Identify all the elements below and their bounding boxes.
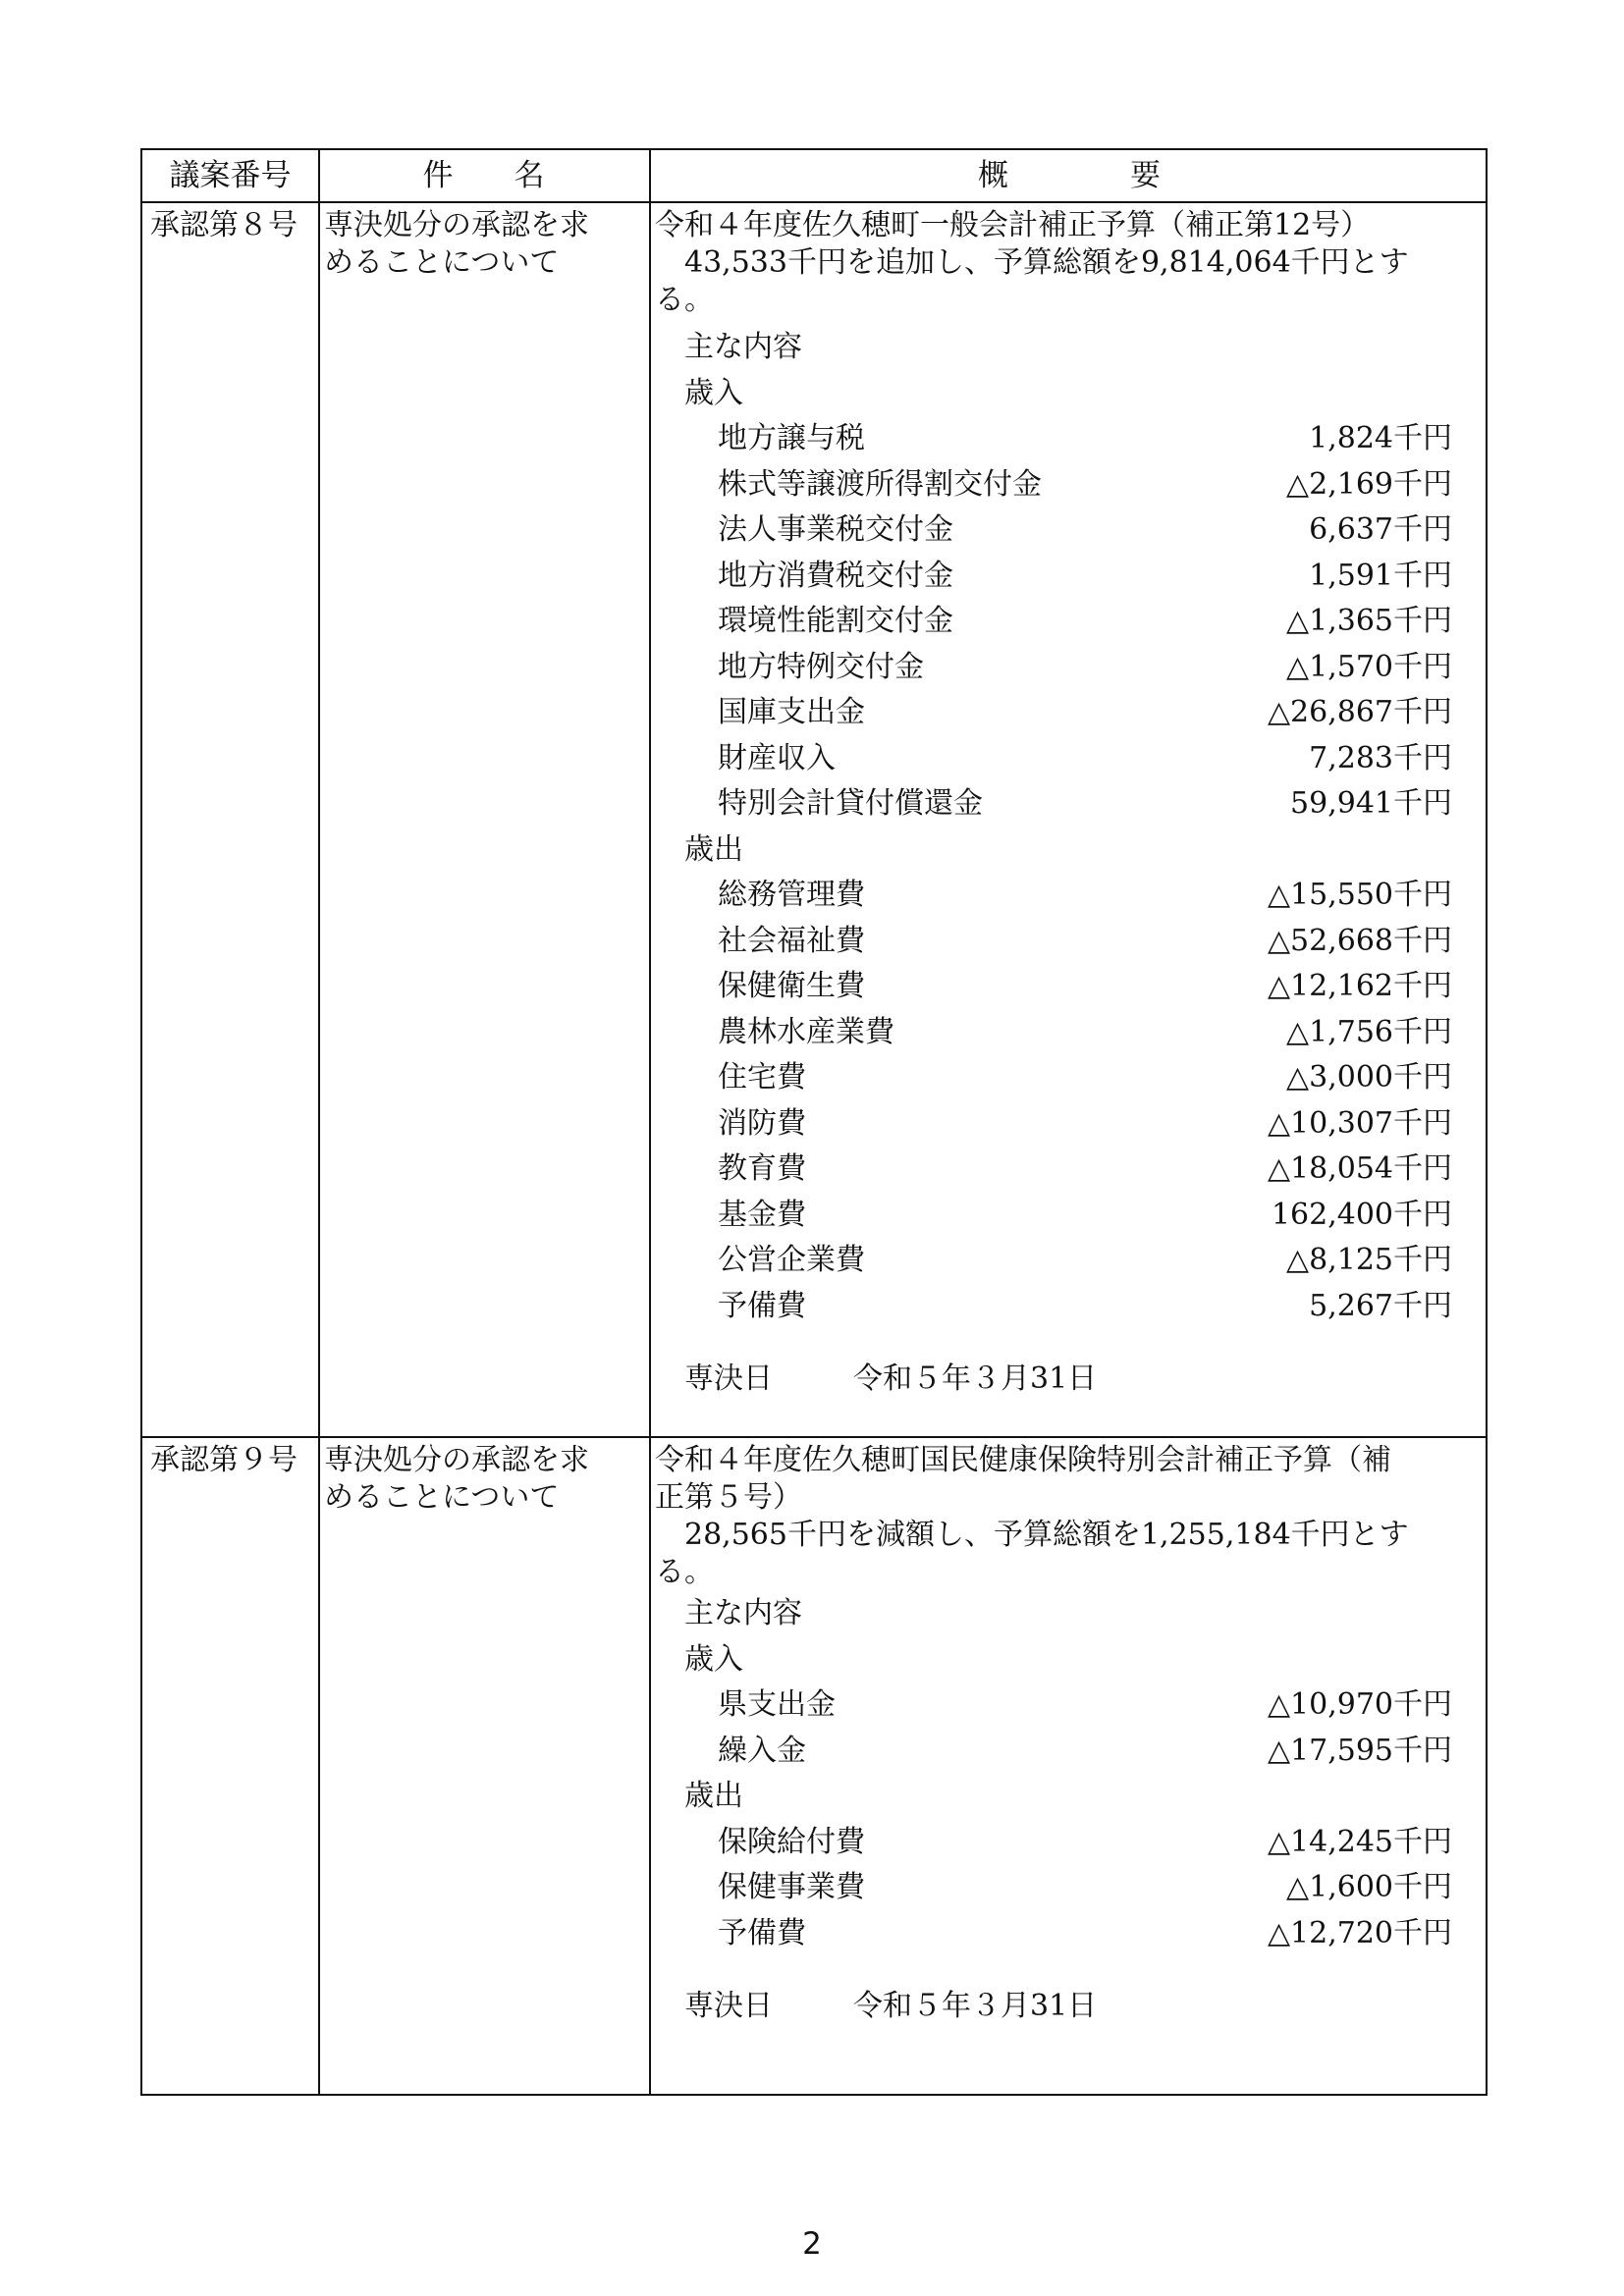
header-bill-number: 議案番号 [169, 158, 292, 193]
expense-label: 歳出 [684, 1779, 743, 1813]
bill-table [140, 148, 1488, 2096]
list-item: 教育費 △18,054千円 [718, 1151, 1452, 1186]
list-item: 県支出金 △10,970千円 [718, 1687, 1452, 1722]
column-divider [649, 150, 651, 2094]
bill-number: 承認第８号 [150, 208, 298, 242]
summary-title-cont: 正第５号） [655, 1480, 802, 1515]
summary-block [655, 1442, 1480, 2029]
list-item: 国庫支出金 △26,867千円 [718, 695, 1452, 729]
list-item: 環境性能割交付金 △1,365千円 [718, 604, 1452, 638]
header-divider [142, 201, 1486, 203]
list-item: 保健衛生費 △12,162千円 [718, 969, 1452, 1003]
summary-amount-text-end: る。 [655, 1555, 714, 1589]
list-item: 法人事業税交付金 6,637千円 [718, 512, 1452, 547]
list-item: 社会福祉費 △52,668千円 [718, 923, 1452, 958]
list-item: 保健事業費 △1,600千円 [718, 1870, 1452, 1904]
summary-block [655, 207, 1480, 1402]
bill-number: 承認第９号 [150, 1443, 298, 1477]
bill-title: 専決処分の承認を求 めることについて [324, 1443, 589, 1515]
revenue-label: 歳入 [684, 1641, 743, 1677]
list-item: 予備費 △12,720千円 [718, 1915, 1452, 1950]
list-item: 総務管理費 △15,550千円 [718, 878, 1452, 912]
list-item: 地方消費税交付金 1,591千円 [718, 558, 1452, 593]
list-item: 株式等譲渡所得割交付金 △2,169千円 [718, 466, 1452, 502]
main-content-label: 主な内容 [684, 330, 802, 364]
list-item: 保険給付費 △14,245千円 [718, 1824, 1452, 1859]
summary-amount-text: 43,533千円を追加し、予算総額を9,814,064千円とす [684, 245, 1409, 280]
page-number: 2 [802, 2226, 822, 2262]
list-item: 基金費 162,400千円 [718, 1197, 1452, 1232]
summary-title: 令和４年度佐久穂町一般会計補正予算（補正第12号） [655, 208, 1371, 242]
summary-title: 令和４年度佐久穂町国民健康保険特別会計補正予算（補 [655, 1443, 1391, 1477]
list-item: 繰入金 △17,595千円 [718, 1733, 1452, 1768]
column-divider [318, 150, 320, 2094]
list-item: 消防費 △10,307千円 [718, 1105, 1452, 1141]
header-title: 件 名 [422, 158, 545, 193]
summary-amount-text-end: る。 [655, 283, 714, 317]
list-item: 特別会計貸付償還金 59,941千円 [718, 786, 1452, 821]
summary-amount-text: 28,565千円を減額し、予算総額を1,255,184千円とす [684, 1518, 1409, 1552]
decision-date: 専決日 令和５年３月31日 [684, 1362, 1098, 1396]
main-content-label: 主な内容 [684, 1596, 802, 1630]
list-item: 公営企業費 △8,125千円 [718, 1243, 1452, 1277]
list-item: 住宅費 △3,000千円 [718, 1060, 1452, 1095]
row-divider [142, 1436, 1486, 1438]
expense-label: 歳出 [684, 831, 743, 867]
list-item: 農林水産業費 △1,756千円 [718, 1014, 1452, 1049]
decision-date: 専決日 令和５年３月31日 [684, 1989, 1098, 2023]
header-summary: 概 要 [978, 158, 1161, 193]
list-item: 財産収入 7,283千円 [718, 740, 1452, 775]
list-item: 地方譲与税 1,824千円 [718, 421, 1452, 455]
list-item: 予備費 5,267千円 [718, 1288, 1452, 1323]
list-item: 地方特例交付金 △1,570千円 [718, 649, 1452, 684]
revenue-label: 歳入 [684, 375, 743, 410]
bill-title: 専決処分の承認を求 めることについて [324, 208, 589, 280]
